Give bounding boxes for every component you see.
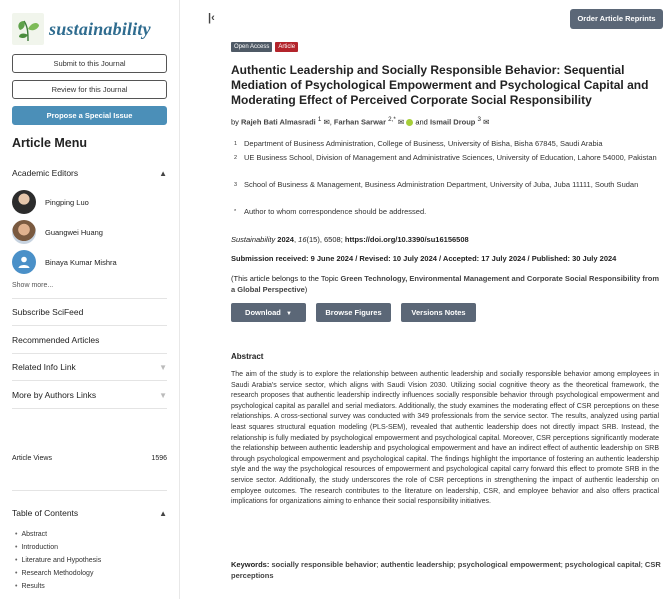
author-affiliation-mark: 1 xyxy=(317,116,322,123)
editor-name: Guangwei Huang xyxy=(45,227,103,237)
abstract-heading: Abstract xyxy=(231,352,264,361)
divider xyxy=(12,408,167,409)
toc-toggle[interactable] xyxy=(12,508,167,518)
submit-journal-button[interactable]: Submit to this Journal xyxy=(12,54,167,73)
leaf-icon xyxy=(12,13,44,45)
author-name[interactable]: Farhan Sarwar xyxy=(333,117,387,127)
orcid-icon[interactable] xyxy=(406,119,413,126)
journal-name: sustainability xyxy=(49,18,151,39)
topic-link[interactable]: Green Technology, Environmental Management and Corporate Social Responsibility from a Global Perspective xyxy=(231,274,660,294)
chevron-down-icon: ▼ xyxy=(285,311,292,317)
editor-item[interactable] xyxy=(12,250,117,274)
citation: Sustainability 2024, 16(15), 6508; https://doi.org/10.3390/su16156508 xyxy=(231,235,469,244)
article-type-badge: Article xyxy=(275,42,298,52)
chevron-up-icon: ▲ xyxy=(159,168,167,178)
email-icon[interactable]: ✉ xyxy=(397,117,405,127)
affiliation xyxy=(234,153,659,164)
editor-item[interactable] xyxy=(12,190,89,214)
avatar xyxy=(12,220,36,244)
toc-item-literature[interactable]: • Literature and Hypothesis xyxy=(15,557,101,564)
affiliation-text: School of Business & Management, Business Administration Department, University of Juba, Juba 11111, South Sudan xyxy=(244,180,639,189)
propose-special-issue-button[interactable]: Propose a Special Issue xyxy=(12,106,167,125)
recommended-articles-link[interactable] xyxy=(12,335,167,345)
versions-notes-button[interactable]: Versions Notes xyxy=(401,303,476,322)
citation-journal: Sustainability xyxy=(231,235,276,244)
journal-logo[interactable] xyxy=(12,12,151,46)
author-affiliation-mark: 2,* xyxy=(388,116,396,123)
email-icon[interactable]: ✉ xyxy=(483,117,490,127)
keyword-link[interactable]: CSR perceptions xyxy=(231,560,661,580)
download-button[interactable] xyxy=(231,303,306,322)
author-affiliation-mark: 3 xyxy=(477,116,481,123)
more-by-authors-label: More by Authors Links xyxy=(12,390,97,400)
related-info-toggle[interactable] xyxy=(12,362,167,372)
citation-rest: (15), 6508; xyxy=(306,235,343,244)
email-icon[interactable]: ✉ xyxy=(323,117,330,127)
chevron-down-icon: ▼ xyxy=(159,390,167,400)
chevron-up-icon: ▲ xyxy=(159,508,167,518)
toc-item-methodology[interactable]: • Research Methodology xyxy=(15,570,93,577)
avatar xyxy=(12,250,36,274)
editor-name: Pingping Luo xyxy=(45,197,89,207)
topic-suffix: ) xyxy=(304,285,308,294)
toc-item-introduction[interactable]: • Introduction xyxy=(15,544,58,551)
keyword-link[interactable]: psychological capital xyxy=(564,560,641,569)
divider xyxy=(12,325,167,326)
affiliation xyxy=(234,139,659,150)
collapse-sidebar-icon[interactable]: |‹ xyxy=(208,12,215,24)
divider xyxy=(12,490,167,491)
divider xyxy=(12,298,167,299)
academic-editors-toggle[interactable] xyxy=(12,168,167,178)
affiliation-number: * xyxy=(234,209,237,215)
doi-link[interactable]: https://doi.org/10.3390/su16156508 xyxy=(344,235,469,244)
toc-item-abstract[interactable]: • Abstract xyxy=(15,531,47,538)
subscribe-scifeed-label: Subscribe SciFeed xyxy=(12,307,84,317)
publication-dates: Submission received: 9 June 2024 / Revised: 10 July 2024 / Accepted: 17 July 2024 / Published: 30 July 2024 xyxy=(231,254,617,263)
subscribe-scifeed-link[interactable] xyxy=(12,307,167,317)
author-list: by Rajeh Bati Almasradi $^1$ ✉, Farhan Sarwar $^{2,*}$ ✉ and Ismail Droup $^3$ ✉ xyxy=(231,116,490,127)
affiliation-text: Author to whom correspondence should be addressed. xyxy=(244,207,427,216)
article-views-count: 1596 xyxy=(151,455,167,462)
affiliation-text: UE Business School, Division of Management and Administrative Sciences, University of Education, Lahore 54000, Pakistan xyxy=(244,153,657,162)
keyword-link[interactable]: psychological empowerment xyxy=(457,560,561,569)
author-name[interactable]: Ismail Droup xyxy=(429,117,476,127)
keywords-label: Keywords: xyxy=(231,560,270,569)
academic-editors-label: Academic Editors xyxy=(12,168,79,178)
user-icon xyxy=(17,255,31,269)
chevron-down-icon: ▼ xyxy=(159,362,167,372)
topic-prefix: (This article belongs to the Topic xyxy=(231,274,339,283)
order-reprints-button[interactable]: Order Article Reprints xyxy=(570,9,663,29)
citation-year: 2024 xyxy=(277,235,294,244)
citation-volume: 16 xyxy=(298,235,307,244)
toc-item-results[interactable]: • Results xyxy=(15,583,45,590)
divider xyxy=(12,380,167,381)
author-name[interactable]: Rajeh Bati Almasradi xyxy=(241,117,316,127)
affiliation-number: 3 xyxy=(234,182,238,188)
editor-name: Binaya Kumar Mishra xyxy=(45,257,117,267)
affiliation-text: Department of Business Administration, College of Business, University of Bisha, Bisha 67845, Saudi Arabia xyxy=(244,139,603,148)
browse-figures-button[interactable]: Browse Figures xyxy=(316,303,391,322)
by-label: by xyxy=(231,117,239,127)
avatar xyxy=(12,190,36,214)
related-info-label: Related Info Link xyxy=(12,362,76,372)
affiliation xyxy=(234,207,659,218)
divider xyxy=(12,353,167,354)
article-views-label: Article Views xyxy=(12,455,52,462)
recommended-articles-label: Recommended Articles xyxy=(12,335,100,345)
toc-label: Table of Contents xyxy=(12,508,79,518)
editor-item[interactable] xyxy=(12,220,103,244)
affiliation-number: 2 xyxy=(234,155,238,161)
article-badges xyxy=(231,42,298,52)
topic-note xyxy=(231,273,661,295)
article-menu-title: Article Menu xyxy=(12,136,88,150)
keyword-link[interactable]: authentic leadership xyxy=(380,560,454,569)
open-access-badge: Open Access xyxy=(231,42,272,52)
review-journal-button[interactable]: Review for this Journal xyxy=(12,80,167,99)
and-label: and xyxy=(415,117,428,127)
more-by-authors-toggle[interactable] xyxy=(12,390,167,400)
affiliation xyxy=(234,180,659,191)
article-views xyxy=(12,455,167,462)
article-sidebar xyxy=(0,0,180,599)
article-title: Authentic Leadership and Socially Responsible Behavior: Sequential Mediation of Psychological Empowerment and Psychological Capital and Moderating Effect of Perceived Corporate Social Responsibility xyxy=(231,63,649,107)
show-more-link[interactable]: Show more... xyxy=(12,282,54,289)
keywords: Keywords: socially responsible behavior; authentic leadership; psychological empowerment; psychological capital; CSR perceptions xyxy=(231,560,661,580)
download-label: Download xyxy=(245,308,281,317)
keyword-link[interactable]: socially responsible behavior xyxy=(271,560,377,569)
affiliation-number: 1 xyxy=(234,141,238,147)
abstract-text: The aim of the study is to explore the relationship between authentic leadership and socially responsible behavior among employees in Saudi Arabia's service sector, which aligns with Saudi Vision 2030. Utilizing social cognitive theory as the theoretical framework, the research proposes that authentic leadership indirectly influences socially responsible behavior through psychological empowerment and psychological capital as parallel and serial mediators. Additionally, the study examines the moderating effect of CSR perceptions on these relationships. A cross-sectional survey was conducted with 349 professionals from the service sector. The results, analyzed using partial least squares structural equation modeling (PLS-SEM), revealed that authentic leadership does not directly impact SRB. Instead, the relationship is fully mediated by psychological empowerment and psychological capital. Moreover, CSR perceptions significantly moderate the relationship between authentic leadership and psychological empowerment and have an indirect effect of authentic leadership on SRB through psychological empowerment and psychological capital. The findings highlight the importance of fostering an authentic leadership style and the way the psychological resources of empowerment and psychological capital carry forward this effect to promote SRB in the service sector. Additionally, the study underscores the role of CSR perceptions in strengthening the impact of authentic leadership on employee outcomes. The research contributes to the literature on leadership, CSR, and employee behavior and also offers practical implications for organizations aiming to enhance their social responsibility initiatives. xyxy=(231,371,659,506)
